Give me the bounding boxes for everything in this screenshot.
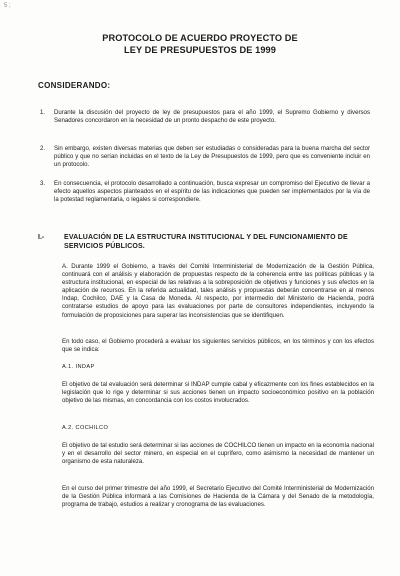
item-text: En consecuencia, el protocolo desarrollado a continuación, busca expresar un compromiso del Ejecutivo de llevar a efecto aquellos aspectos planteados en el espíritu de las indicaciones que pueden ser implementados por la vía de la potestad reglamentaria, o legales si correspondiere. xyxy=(54,180,370,204)
subheading-indap: A.1. INDAP xyxy=(62,364,95,370)
item-number: 1. xyxy=(40,109,46,116)
paragraph-c: En el curso del primer trimestre del año 1999, el Secretario Ejecutivo del Comité Interministerial de Modernización de la Gestión Pública informará a las Comisiones de Hacienda de la Cámara y del Senado de la metodología, programa de trabajo, estudios a realizar y cronograma de las evaluaciones. xyxy=(62,485,374,509)
paragraph-indap: El objetivo de tal evaluación será determinar si INDAP cumple cabal y eficazmente con los fines establecidos en la legislación que lo rige y determinar si sus acciones tienen un impacto socioeconómico positivo en la población objetivo de las mismas, en concordancia con los costos involucrados. xyxy=(62,381,374,405)
section-number: I.- xyxy=(38,234,45,241)
document-title xyxy=(60,32,340,56)
title-line-1: PROTOCOLO DE ACUERDO PROYECTO DE xyxy=(102,33,298,43)
considerando-heading: CONSIDERANDO: xyxy=(38,81,111,90)
corner-mark: 5 ; xyxy=(4,3,11,9)
item-text: Sin embargo, existen diversas materias que deben ser estudiadas o consideradas para la buena marcha del sector público y que no serían incluidas en el texto de la Ley de Presupuestos de 1999, pero que es conveniente incluir en un protocolo. xyxy=(54,145,370,169)
subheading-cochilco: A.2. COCHILCO xyxy=(62,425,109,431)
item-number: 3. xyxy=(40,180,46,187)
paragraph-a: A. Durante 1999 el Gobierno, a través del Comité Interministerial de Modernización de la Gestión Pública, continuará con el análisis y elaboración de propuestas respecto de la coherencia entre las políticas públicas y la estructura institucional, en especial de las relativas a la sobreposición de objetivos y funciones y sus efectos en la aplicación de recursos. En la referida actualidad, tales análisis y propuestas deberán concentrarse en al menos Indap, Cochilco, DAE y la Casa de Moneda. Al respecto, por intermedio del Ministerio de Hacienda, podrá contratarse estudios de apoyo para las evaluaciones por parte de consultores independientes, incluyendo la formulación de proposiciones para superar las inconsistencias que se identifiquen. xyxy=(62,263,374,319)
section-title: EVALUACIÓN DE LA ESTRUCTURA INSTITUCIONAL Y DEL FUNCIONAMIENTO DE SERVICIOS PÚBLICOS. xyxy=(64,234,348,251)
title-line-2: LEY DE PRESUPUESTOS DE 1999 xyxy=(124,45,276,55)
paragraph-b: En todo caso, el Gobierno procederá a evaluar los siguientes servicios públicos, en los términos y con los efectos que se indica: xyxy=(62,338,374,354)
item-text: Durante la discusión del proyecto de ley de presupuestos para el año 1999, el Supremo Gobierno y diversos Senadores concordaron en la necesidad de un pronto despacho de este proyecto. xyxy=(54,109,370,125)
item-number: 2. xyxy=(40,145,46,152)
paragraph-cochilco: El objetivo de tal estudio será determinar si las acciones de COCHILCO tienen un impacto en la economía nacional y en el desarrollo del sector minero, en especial en el cuprífero, como asimismo la necesidad de mantener un organismo de esta naturaleza. xyxy=(62,442,374,466)
